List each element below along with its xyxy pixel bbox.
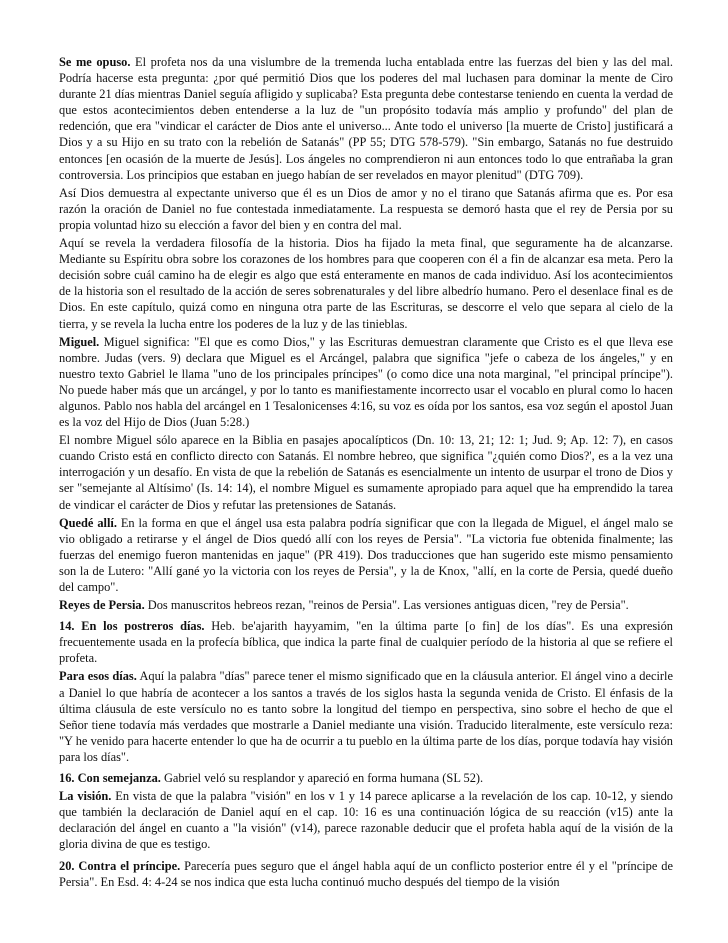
- paragraph-quede-alli: [59, 515, 673, 595]
- paragraph-verse-16: [59, 770, 673, 786]
- paragraph-verse-14: [59, 618, 673, 666]
- paragraph-text: Miguel significa: "El que es como Dios," y las Escrituras demuestran claramente que Cristo es el que lleva ese nombre. Judas (vers. 9) declara que Miguel es el Arcángel, palabra que significa "jefe o cabeza de los ángeles," y en nuestro texto Gabriel le llama "uno de los principales príncipes" (o como dice una nota marginal, "el principal príncipe"). No puede haber más que un arcángel, y por lo tanto es manifiestamente incorrecto usar el vocablo en plural como lo hacen algunos. Pablo nos habla del arcángel en 1 Tesalonicenses 4:16, su voz es oída por los santos, esa voz según el apostol Juan es la voz del Hijo de Dios (Juan 5:28.): [59, 334, 673, 430]
- paragraph-heading: 16. Con semejanza.: [59, 771, 161, 786]
- paragraph-text: Aquí se revela la verdadera filosofía de la historia. Dios ha fijado la meta final, que seguramente ha de alcanzarse. Mediante su Espíritu obra sobre los corazones de los hombres para que cooperen con él a fin de alcanzar esa meta. Pero la decisión sobre cuál camino ha de elegir es algo que está enteramente en manos de cada individuo. Así los acontecimientos de la historia son el resultado de la acción de seres sobrenaturales y del libre albedrío humano. Pero el desenlace final es de Dios. En este capítulo, quizá como en ninguna otra parte de las Escrituras, se descorre el velo que separa al cielo de la tierra, y se revela la lucha entre los poderes de la luz y de las tinieblas.: [59, 236, 673, 331]
- paragraph-heading: 14. En los postreros días.: [59, 619, 205, 634]
- paragraph-text: Gabriel veló su resplandor y apareció en forma humana (SL 52).: [160, 771, 484, 786]
- paragraph-text: En la forma en que el ángel usa esta palabra podría significar que con la llegada de Miguel, el ángel malo se vio obligado a retirarse y el ángel de Dios quedó allí con los reyes de Persia". "La victoria fue obtenida finalmente; las fuerzas del enemigo fueron mantenidas en jaque" (PR 419). Dos traducciones que han sugerido este mismo pensamiento son la de Lutero: "Allí gané yo la victoria con los reyes de Persia", y la de Knox, "allí, en la corte de Persia, quedé dueño del campo".: [59, 515, 674, 594]
- paragraph-text: En vista de que la palabra "visión" en los v 1 y 14 parece aplicarse a la revelación de los cap. 10-12, y siendo que también la declaración de Daniel aquí en el cap. 10: 16 es una continuación lógica de su reacción (v15) ante la declaración del ángel en cuanto a "la visión" (v14), parece razonable deducir que el profeta habla aquí de la visión de la gloria divina de que es testigo.: [59, 789, 673, 852]
- paragraph-text: Dos manuscritos hebreos rezan, "reinos de Persia". Las versiones antiguas dicen, "rey de Persia".: [144, 598, 629, 613]
- paragraph-filosofia-historia: [59, 235, 673, 332]
- paragraph-text: El nombre Miguel sólo aparece en la Biblia en pasajes apocalípticos (Dn. 10: 13, 21; 12: 1; Jud. 9; Ap. 12: 7), en casos cuando Cristo está en conflicto directo con Satanás. El nombre hebreo, que significa "¿quién como Dios?', es a la vez una interrogación y un desafío. En vista de que la rebelión de Satanás es esencialmente un intento de usurpar el trono de Dios y ser "semejante al Altísimo' (Is. 14: 14), el nombre Miguel es sumamente apropiado para aquel que ha emprendido la tarea de vindicar el carácter de Dios y refutar las pretensiones de Satanás.: [59, 433, 673, 512]
- paragraph-heading: La visión.: [59, 789, 112, 804]
- paragraph-heading: Para esos días.: [59, 669, 137, 684]
- paragraph-verse-20: [59, 858, 673, 890]
- paragraph-text: El profeta nos da una vislumbre de la tremenda lucha entablada entre las fuerzas del bien y las del mal. Podría hacerse esta pregunta: ¿por qué permitió Dios que los poderes del mal luchasen para dominar la mente de Ciro durante 21 días mientras Daniel seguía afligido y suplicaba? Esta pregunta debe contestarse teniendo en cuenta la verdad de que estos acontecimientos deben entenderse a la luz de "un propósito todavía más amplio y profundo" del plan de redención, que era "vindicar el carácter de Dios ante el universo... Ante todo el universo [la muerte de Cristo] justificará a Dios y a su Hijo en su trato con la rebelión de Satanás" (PP 55; DTG 578-579). "Sin embargo, Satanás no fue destruido entonces [en ocasión de la muerte de Jesús]. Los ángeles no comprendieron ni aun entonces todo lo que entrañaba la gran controversia. Los principios que estaban en juego habían de ser revelados en mayor plenitud" (DTG 709).: [59, 55, 674, 182]
- paragraph-text: Aquí la palabra "días" parece tener el mismo significado que en la cláusula anterior. El ángel vino a decirle a Daniel lo que habría de acontecer a los santos a través de los siglos hasta la segunda venida de Cristo. El énfasis de la última cláusula de este versículo no es tanto sobre la longitud del tiempo en perspectiva, sino sobre el hecho de que el Señor tiene todavía más verdades que mostrarle a Daniel mediante una visión. Traducido literalmente, este versículo reza: "Y he venido para hacerte entender lo que ha de ocurrir a tu pueblo en la última parte de los días, porque todavía hay visión para los días".: [59, 669, 673, 764]
- paragraph-text: Heb. be'ajarith hayyamim, "en la última parte [o fin] de los días". Es una expresión frecuentemente usada en la profecía bíblica, que indica la parte final de cualquier período de la historia al que se refiere el profeta.: [59, 619, 674, 666]
- paragraph-heading: Se me opuso.: [59, 55, 131, 69]
- paragraph-reyes-de-persia: [59, 597, 673, 613]
- paragraph-nombre-miguel: [59, 432, 673, 512]
- paragraph-se-me-opuso: [59, 54, 673, 183]
- paragraph-miguel: [59, 334, 673, 431]
- paragraph-para-esos-dias: [59, 668, 673, 765]
- paragraph-heading: Quedé allí.: [59, 515, 117, 530]
- paragraph-text: Así Dios demuestra al expectante universo que él es un Dios de amor y no el tirano que Satanás afirma que es. Por esa razón la oración de Daniel no fue contestada inmediatamente. La respuesta se demoró hasta que el rey de Persia por su propia voluntad hizo su elección a favor del bien y en contra del mal.: [59, 185, 673, 232]
- paragraph-text: Parecería pues seguro que el ángel habla aquí de un conflicto posterior entre él y el "príncipe de Persia". En Esd. 4: 4-24 se nos indica que esta lucha continuó mucho después del tiempo de la visión: [59, 858, 673, 889]
- paragraph-heading: Miguel.: [59, 334, 100, 349]
- paragraph-heading: 20. Contra el príncipe.: [59, 858, 181, 873]
- paragraph-asi-dios: [59, 185, 673, 233]
- paragraph-la-vision: [59, 788, 673, 852]
- paragraph-heading: Reyes de Persia.: [59, 598, 145, 613]
